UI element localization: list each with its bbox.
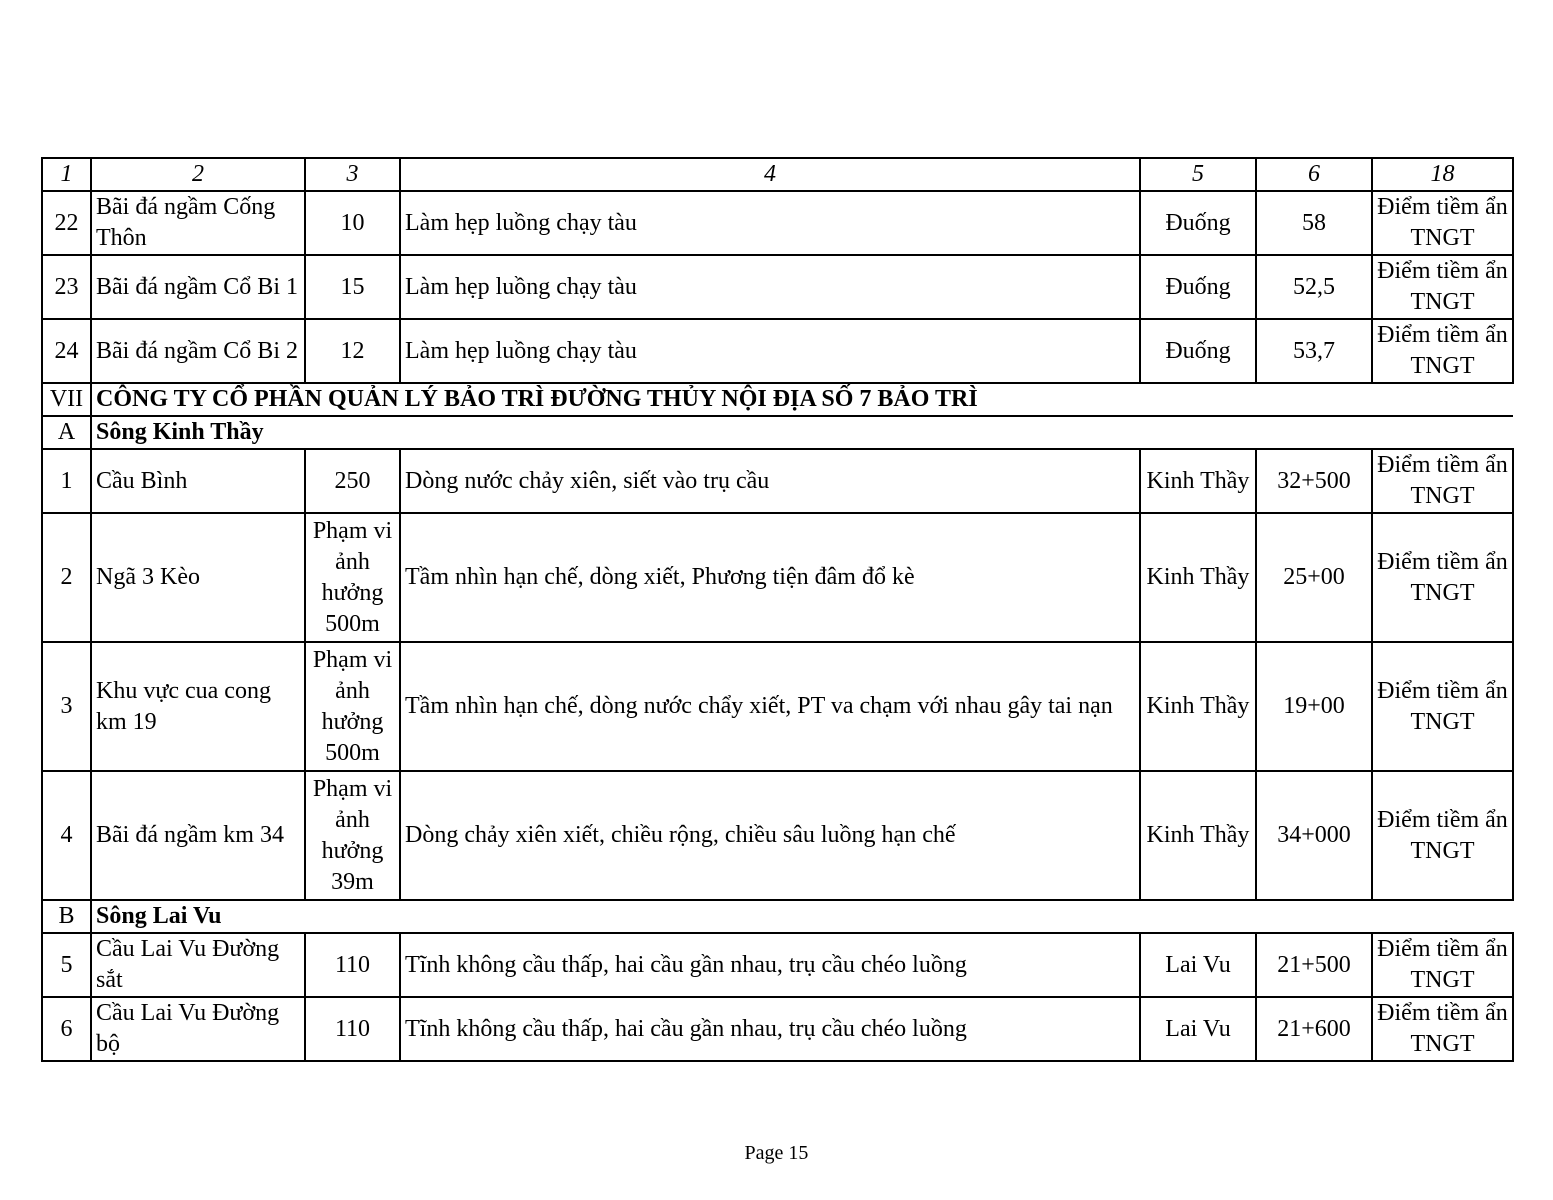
location-name: Cầu Lai Vu Đường bộ (91, 997, 305, 1061)
hazard-description: Tầm nhìn hạn chế, dòng xiết, Phương tiện đâm đổ kè (400, 513, 1140, 642)
hazard-description: Làm hẹp luồng chạy tàu (400, 319, 1140, 383)
hazard-description: Tĩnh không cầu thấp, hai cầu gần nhau, trụ cầu chéo luồng (400, 997, 1140, 1061)
location-name: Bãi đá ngầm Cống Thôn (91, 191, 305, 255)
km-position: 53,7 (1256, 319, 1372, 383)
row-number: 5 (42, 933, 91, 997)
hazard-description: Làm hẹp luồng chạy tàu (400, 255, 1140, 319)
hazard-description: Dòng chảy xiên xiết, chiều rộng, chiều sâu luồng hạn chế (400, 771, 1140, 900)
subsection-letter: B (42, 900, 91, 933)
km-position: 32+500 (1256, 449, 1372, 513)
table-row (42, 319, 1513, 383)
location-name: Bãi đá ngầm Cổ Bi 2 (91, 319, 305, 383)
length-value: Phạm vi ảnh hưởng 500m (305, 642, 400, 771)
column-number-row (42, 158, 1513, 191)
column-number: 4 (400, 158, 1140, 191)
note: Điểm tiềm ẩn TNGT (1372, 997, 1513, 1061)
length-value: Phạm vi ảnh hưởng 500m (305, 513, 400, 642)
column-number: 2 (91, 158, 305, 191)
subsection-title: Sông Lai Vu (91, 900, 1513, 933)
row-number: 1 (42, 449, 91, 513)
table-row (42, 513, 1513, 642)
location-name: Cầu Lai Vu Đường sắt (91, 933, 305, 997)
column-number: 18 (1372, 158, 1513, 191)
km-position: 21+500 (1256, 933, 1372, 997)
subsection-header-row (42, 900, 1513, 933)
location-name: Bãi đá ngầm Cổ Bi 1 (91, 255, 305, 319)
river-name: Kinh Thầy (1140, 642, 1256, 771)
length-value: 110 (305, 997, 400, 1061)
location-name: Khu vực cua cong km 19 (91, 642, 305, 771)
row-number: 24 (42, 319, 91, 383)
hazard-description: Tầm nhìn hạn chế, dòng nước chẩy xiết, PT va chạm với nhau gây tai nạn (400, 642, 1140, 771)
river-name: Lai Vu (1140, 933, 1256, 997)
length-value: 250 (305, 449, 400, 513)
table-row (42, 771, 1513, 900)
note: Điểm tiềm ẩn TNGT (1372, 513, 1513, 642)
table-row (42, 449, 1513, 513)
table-row (42, 642, 1513, 771)
row-number: 3 (42, 642, 91, 771)
column-number: 3 (305, 158, 400, 191)
section-title: CÔNG TY CỔ PHẦN QUẢN LÝ BẢO TRÌ ĐƯỜNG THỦY NỘI ĐỊA SỐ 7 BẢO TRÌ (91, 383, 1513, 416)
location-name: Cầu Bình (91, 449, 305, 513)
length-value: 15 (305, 255, 400, 319)
length-value: 12 (305, 319, 400, 383)
river-name: Kinh Thầy (1140, 771, 1256, 900)
note: Điểm tiềm ẩn TNGT (1372, 933, 1513, 997)
river-name: Đuống (1140, 255, 1256, 319)
river-name: Đuống (1140, 191, 1256, 255)
column-number: 5 (1140, 158, 1256, 191)
row-number: 2 (42, 513, 91, 642)
table-row (42, 255, 1513, 319)
length-value: Phạm vi ảnh hưởng 39m (305, 771, 400, 900)
row-number: 6 (42, 997, 91, 1061)
row-number: 22 (42, 191, 91, 255)
subsection-header-row (42, 416, 1513, 449)
km-position: 58 (1256, 191, 1372, 255)
table-row (42, 933, 1513, 997)
km-position: 34+000 (1256, 771, 1372, 900)
river-name: Kinh Thầy (1140, 513, 1256, 642)
location-name: Ngã 3 Kèo (91, 513, 305, 642)
km-position: 25+00 (1256, 513, 1372, 642)
subsection-letter: A (42, 416, 91, 449)
table-row (42, 191, 1513, 255)
river-name: Kinh Thầy (1140, 449, 1256, 513)
note: Điểm tiềm ẩn TNGT (1372, 255, 1513, 319)
note: Điểm tiềm ẩn TNGT (1372, 771, 1513, 900)
column-number: 1 (42, 158, 91, 191)
note: Điểm tiềm ẩn TNGT (1372, 642, 1513, 771)
hazard-description: Dòng nước chảy xiên, siết vào trụ cầu (400, 449, 1140, 513)
length-value: 110 (305, 933, 400, 997)
km-position: 21+600 (1256, 997, 1372, 1061)
river-name: Đuống (1140, 319, 1256, 383)
note: Điểm tiềm ẩn TNGT (1372, 191, 1513, 255)
column-number: 6 (1256, 158, 1372, 191)
hazard-description: Tĩnh không cầu thấp, hai cầu gần nhau, trụ cầu chéo luồng (400, 933, 1140, 997)
river-name: Lai Vu (1140, 997, 1256, 1061)
section-header-row (42, 383, 1513, 416)
km-position: 19+00 (1256, 642, 1372, 771)
hazard-table (41, 157, 1514, 1062)
table-row (42, 997, 1513, 1061)
location-name: Bãi đá ngầm km 34 (91, 771, 305, 900)
row-number: 4 (42, 771, 91, 900)
page-number: Page 15 (744, 1142, 809, 1164)
subsection-title: Sông Kinh Thầy (91, 416, 1513, 449)
length-value: 10 (305, 191, 400, 255)
note: Điểm tiềm ẩn TNGT (1372, 449, 1513, 513)
km-position: 52,5 (1256, 255, 1372, 319)
row-number: 23 (42, 255, 91, 319)
note: Điểm tiềm ẩn TNGT (1372, 319, 1513, 383)
hazard-description: Làm hẹp luồng chạy tàu (400, 191, 1140, 255)
section-number: VII (42, 383, 91, 416)
